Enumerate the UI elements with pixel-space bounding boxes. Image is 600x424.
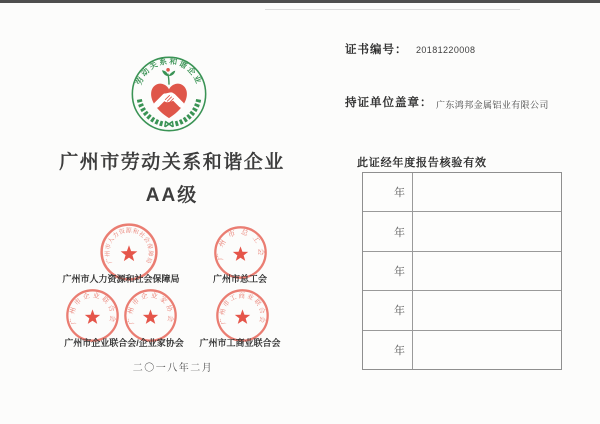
seal-caption-trade-union: 广州市总工会	[212, 274, 267, 284]
emblem-arc-label: 劳动关系和谐企业	[134, 56, 204, 87]
issue-date: 二〇一八年二月	[132, 363, 214, 374]
seal-caption-hr-bureau: 广州市人力资源和社会保障局	[62, 274, 180, 284]
table-row	[363, 251, 561, 290]
year-cell: 年	[363, 331, 413, 369]
seal-caption-enterprise-associations: 广州市企业联合会/企业家协会	[64, 338, 184, 348]
seal-arc-text: 广州市工商业联合会	[219, 292, 266, 325]
year-cell: 年	[363, 291, 413, 329]
scan-smudge-artifact	[265, 9, 520, 10]
holder-stamp-label: 持证单位盖章：	[345, 97, 433, 109]
verification-blank-cell	[413, 291, 561, 329]
seal-star-icon	[233, 246, 248, 261]
seal-arc-text: 广州市总工会	[216, 227, 265, 261]
emblem-sprout-bud	[166, 68, 170, 72]
seal-arc-text: 广州市企业家协会	[127, 292, 174, 325]
cert-number-value: 20181220008	[416, 45, 476, 55]
year-cell: 年	[363, 252, 413, 290]
harmonious-enterprise-emblem	[130, 55, 208, 133]
seal-star-icon	[85, 309, 100, 324]
year-cell: 年	[363, 212, 413, 250]
certificate-title-line1: 广州市劳动关系和谐企业	[59, 152, 285, 173]
seal-star-icon	[235, 309, 250, 324]
verification-blank-cell	[413, 252, 561, 290]
certificate-title-line2: AA级	[145, 185, 199, 206]
seal-star-icon	[121, 245, 138, 261]
annual-verification-table	[362, 172, 562, 370]
annual-verification-title: 此证经年度报告核验有效	[357, 157, 487, 169]
seal-star-icon	[143, 309, 158, 324]
verification-blank-cell	[413, 331, 561, 369]
table-row	[363, 211, 561, 250]
verification-blank-cell	[413, 173, 561, 211]
emblem-wreath-stems	[165, 121, 173, 126]
emblem-sprout-leaf-right	[169, 71, 176, 76]
year-cell: 年	[363, 173, 413, 211]
table-row	[363, 290, 561, 329]
table-row	[363, 173, 561, 211]
seal-caption-industry-commerce: 广州市工商业联合会	[199, 338, 281, 348]
seal-arc-text: 广州市企业联合会	[69, 292, 116, 325]
table-row	[363, 330, 561, 369]
holder-company-name: 广东鸿邦金属铝业有限公司	[436, 100, 549, 110]
seal-arc-text: 广州市人力资源和社会保障局	[105, 228, 153, 265]
scan-edge-artifact	[0, 0, 600, 3]
emblem-sprout-stem	[168, 74, 169, 85]
cert-number-label: 证书编号：	[345, 44, 408, 56]
verification-blank-cell	[413, 212, 561, 250]
